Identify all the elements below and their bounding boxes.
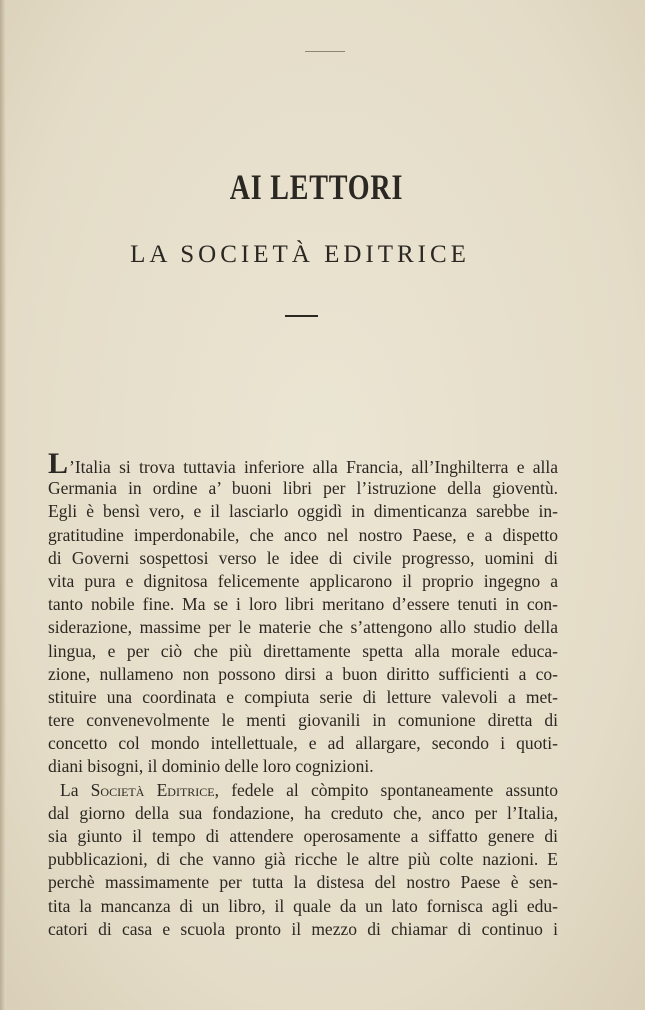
text-line	[48, 447, 558, 480]
page-edge	[0, 0, 6, 1010]
top-rule	[305, 51, 345, 52]
publisher-name: Società Editrice	[90, 779, 215, 800]
text-line: sia giunto il tempo di attendere operosamente a siffatto genere di	[48, 826, 558, 846]
text-line: vita pura e dignitosa felicemente applicarono il proprio ingegno a	[48, 570, 558, 591]
drop-cap: L	[48, 447, 69, 480]
line-text: La	[60, 779, 91, 800]
body-text	[48, 447, 558, 941]
line-text: , fedele al còmpito spontaneamente assunto	[214, 779, 558, 800]
text-line: perchè massimamente per tutta la distesa del nostro Paese è sen-	[48, 872, 558, 893]
text-line: catori di casa e scuola pronto il mezzo di chiamar di continuo i	[48, 918, 558, 939]
text-line: di Governi sospettosi verso le idee di civile progresso, uomini di	[48, 547, 558, 568]
text-line: dal giorno della sua fondazione, ha creduto che, anco per l’Italia,	[48, 802, 558, 823]
page-subtitle: LA SOCIETÀ EDITRICE	[130, 241, 470, 268]
title-text: AI LETTORI	[229, 167, 404, 207]
text-line: stituire una coordinata e compiuta serie di letture valevoli a met-	[48, 686, 558, 707]
text-line: tanto nobile fine. Ma se i loro libri meritano d’essere tenuti in con-	[48, 594, 558, 615]
text-line: gratitudine imperdonabile, che anco nel nostro Paese, e a dispetto	[48, 524, 558, 545]
text-line: tita la mancanza di un libro, il quale da un lato fornisca agli edu-	[48, 895, 558, 916]
text-line: zione, nullameno non possono dirsi a buon diritto sufficienti a co-	[48, 663, 558, 684]
line-text: ’Italia si trova tuttavia inferiore alla Francia, all’Inghilterra e alla	[69, 457, 558, 477]
section-rule	[285, 315, 318, 317]
text-line: lingua, e per ciò che più direttamente spetta alla morale educa-	[48, 640, 558, 661]
text-line: siderazione, massime per le materie che s’attengono allo studio della	[48, 617, 558, 638]
text-line: tere convenevolmente le menti giovanili in comunione diretta di	[48, 710, 558, 731]
text-line: diani bisogni, il dominio delle loro cognizioni.	[48, 756, 374, 777]
text-line: concetto col mondo intellettuale, e ad allargare, secondo i quoti-	[48, 733, 558, 754]
page-title	[65, 166, 568, 208]
text-line: Egli è bensì vero, e il lasciarlo oggidì in dimenticanza sarebbe in-	[48, 501, 558, 522]
text-line: Germania in ordine a’ buoni libri per l’istruzione della gioventù.	[48, 478, 558, 499]
text-line: pubblicazioni, di che vanno già ricche le altre più colte nazioni. E	[48, 849, 558, 870]
text-line	[48, 779, 558, 802]
